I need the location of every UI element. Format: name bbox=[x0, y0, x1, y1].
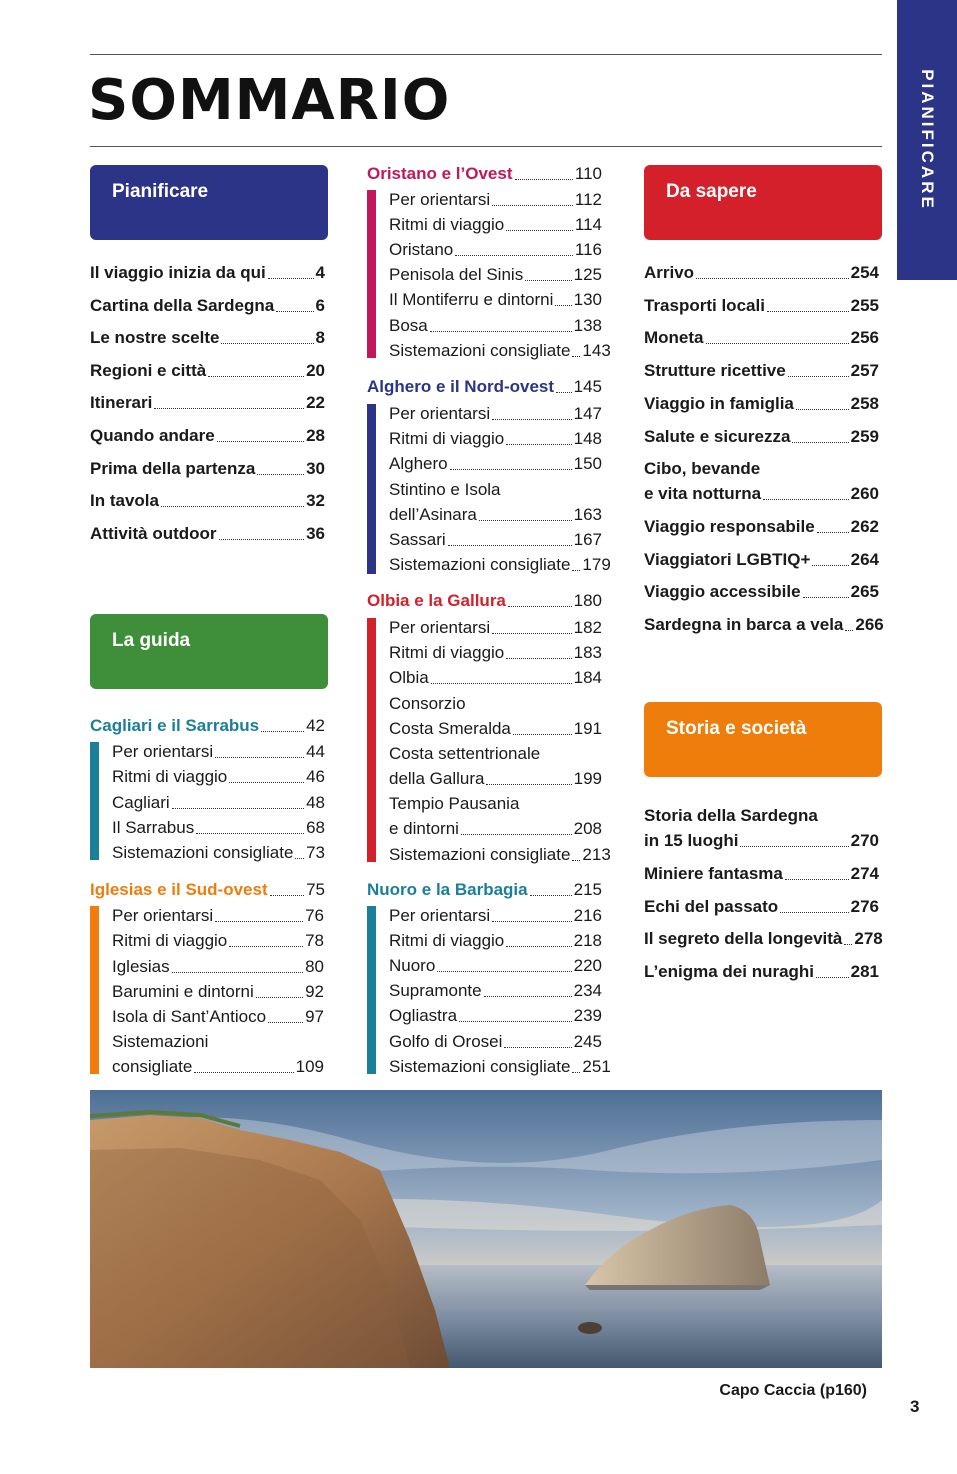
toc-entry[interactable]: Sardegna in barca a vela 266 bbox=[644, 614, 884, 634]
toc-subentry[interactable]: Isola di Sant’Antioco 97 bbox=[112, 1007, 324, 1027]
la-guida-box bbox=[90, 614, 328, 689]
section-alghero-page: 145 bbox=[573, 377, 602, 396]
toc-subentry[interactable]: Il Montiferru e dintorni 130 bbox=[389, 290, 602, 310]
toc-entry[interactable]: Miniere fantasma 274 bbox=[644, 864, 879, 883]
toc-entry[interactable]: Regioni e città 20 bbox=[90, 360, 325, 380]
toc-subentry[interactable]: Nuoro 220 bbox=[389, 956, 602, 976]
storia-first-entry[interactable]: in 15 luoghi 270 bbox=[644, 831, 879, 850]
toc-subentry[interactable]: Ritmi di viaggio 148 bbox=[389, 429, 602, 449]
toc-entry[interactable]: Il viaggio inizia da qui 4 bbox=[90, 263, 325, 282]
oristano-bar bbox=[367, 190, 376, 358]
toc-subentry[interactable]: Sistemazioni consigliate 73 bbox=[112, 843, 325, 863]
alghero-bar bbox=[367, 404, 376, 574]
section-nuoro[interactable] bbox=[367, 878, 602, 902]
da-sapere-box bbox=[644, 165, 882, 240]
section-nuoro-title: Nuoro e la Barbagia bbox=[367, 880, 528, 899]
page-number: 3 bbox=[910, 1397, 920, 1416]
toc-entry[interactable]: Cartina della Sardegna 6 bbox=[90, 295, 325, 315]
toc-subentry[interactable]: Olbia 184 bbox=[389, 668, 602, 688]
section-oristano[interactable] bbox=[367, 162, 602, 186]
section-tab[interactable] bbox=[897, 0, 957, 280]
toc-subentry[interactable]: Per orientarsi 112 bbox=[389, 190, 602, 209]
toc-entry[interactable]: Arrivo 254 bbox=[644, 263, 879, 282]
toc-subentry[interactable]: Iglesias 80 bbox=[112, 956, 324, 976]
toc-entry[interactable]: Viaggiatori LGBTIQ+ 264 bbox=[644, 549, 879, 569]
cibo-line1: Cibo, bevande bbox=[644, 459, 761, 478]
cibo-entry[interactable]: e vita notturna 260 bbox=[644, 484, 879, 503]
toc-subentry[interactable]: Ogliastra 239 bbox=[389, 1006, 602, 1026]
toc-subentry[interactable]: Costa Smeralda 191 bbox=[389, 719, 602, 738]
toc-subentry[interactable]: Oristano 116 bbox=[389, 240, 602, 260]
photo-caption: Capo Caccia (p160) bbox=[719, 1382, 867, 1399]
la-guida-heading: La guida bbox=[112, 630, 191, 651]
olbia-sistemazioni[interactable]: Sistemazioni consigliate 213 bbox=[389, 845, 611, 864]
toc-entry[interactable]: Viaggio accessibile 265 bbox=[644, 582, 879, 602]
toc-subentry[interactable]: e dintorni 208 bbox=[389, 819, 602, 838]
storia-first-line1: Storia della Sardegna bbox=[644, 806, 818, 825]
toc-subentry[interactable]: Per orientarsi 147 bbox=[389, 404, 602, 423]
toc-subentry[interactable]: Per orientarsi 76 bbox=[112, 906, 324, 925]
cagliari-bar bbox=[90, 742, 99, 860]
toc-subentry[interactable]: Barumini e dintorni 92 bbox=[112, 981, 324, 1001]
toc-entry[interactable]: Viaggio in famiglia 258 bbox=[644, 393, 879, 413]
toc-subentry-line1: Costa settentrionale bbox=[389, 744, 541, 763]
section-oristano-title: Oristano e l’Ovest bbox=[367, 164, 513, 183]
toc-subentry[interactable]: Sistemazioni consigliate 143 bbox=[389, 340, 611, 360]
toc-entry[interactable]: Trasporti locali 255 bbox=[644, 295, 879, 315]
toc-entry[interactable]: Prima della partenza 30 bbox=[90, 458, 325, 478]
toc-subentry[interactable]: Cagliari 48 bbox=[112, 792, 325, 812]
section-cagliari[interactable] bbox=[90, 714, 325, 738]
toc-subentry[interactable]: Ritmi di viaggio 218 bbox=[389, 931, 602, 951]
section-iglesias-page: 75 bbox=[306, 880, 325, 899]
toc-entry[interactable]: Echi del passato 276 bbox=[644, 896, 879, 916]
toc-subentry[interactable]: Ritmi di viaggio 46 bbox=[112, 767, 325, 787]
alghero-stintino[interactable]: dell’Asinara 163 bbox=[389, 505, 602, 524]
toc-entry[interactable]: Attività outdoor 36 bbox=[90, 523, 325, 543]
toc-subentry[interactable]: Supramonte 234 bbox=[389, 981, 602, 1001]
iglesias-bar bbox=[90, 906, 99, 1074]
olbia-bar bbox=[367, 618, 376, 862]
toc-entry[interactable]: Quando andare 28 bbox=[90, 426, 325, 445]
toc-subentry[interactable]: della Gallura 199 bbox=[389, 769, 602, 788]
toc-entry[interactable]: Le nostre scelte 8 bbox=[90, 328, 325, 348]
storia-box bbox=[644, 702, 882, 777]
toc-entry[interactable]: Il segreto della longevità 278 bbox=[644, 929, 883, 948]
section-nuoro-page: 215 bbox=[573, 880, 602, 899]
toc-subentry-line1: Tempio Pausania bbox=[389, 794, 520, 813]
da-sapere-heading: Da sapere bbox=[666, 181, 757, 202]
iglesias-sistemazioni[interactable]: consigliate 109 bbox=[112, 1057, 324, 1076]
toc-entry[interactable]: Itinerari 22 bbox=[90, 393, 325, 413]
toc-subentry[interactable]: Ritmi di viaggio 78 bbox=[112, 931, 324, 951]
toc-subentry[interactable]: Sistemazioni consigliate 179 bbox=[389, 555, 611, 575]
section-cagliari-title: Cagliari e il Sarrabus bbox=[90, 716, 260, 735]
toc-subentry[interactable]: Sassari 167 bbox=[389, 530, 602, 549]
storia-heading: Storia e società bbox=[666, 718, 807, 739]
toc-entry[interactable]: Moneta 256 bbox=[644, 328, 879, 348]
toc-subentry[interactable]: Golfo di Orosei 245 bbox=[389, 1031, 602, 1051]
top-rule bbox=[90, 54, 882, 55]
section-tab-label: PIANIFICARE bbox=[918, 69, 937, 211]
toc-subentry[interactable]: Per orientarsi 44 bbox=[112, 742, 325, 761]
section-cagliari-page: 42 bbox=[306, 716, 325, 735]
page-title: SOMMARIO bbox=[88, 68, 451, 133]
toc-subentry[interactable]: Ritmi di viaggio 183 bbox=[389, 643, 602, 663]
section-olbia-title: Olbia e la Gallura bbox=[367, 591, 506, 610]
nuoro-bar bbox=[367, 906, 376, 1074]
alghero-stintino-line1: Stintino e Isola bbox=[389, 480, 501, 499]
section-olbia[interactable] bbox=[367, 589, 602, 613]
landscape-illustration bbox=[90, 1090, 882, 1368]
section-alghero[interactable] bbox=[367, 375, 602, 399]
toc-subentry[interactable]: Per orientarsi 216 bbox=[389, 906, 602, 925]
capo-caccia-photo bbox=[90, 1090, 882, 1368]
toc-entry[interactable]: In tavola 32 bbox=[90, 491, 325, 511]
toc-subentry[interactable]: Sistemazioni consigliate 251 bbox=[389, 1056, 611, 1076]
section-iglesias-title: Iglesias e il Sud-ovest bbox=[90, 880, 268, 899]
iglesias-sistemazioni-line1: Sistemazioni bbox=[112, 1032, 209, 1051]
toc-entry[interactable]: Strutture ricettive 257 bbox=[644, 361, 879, 381]
toc-entry[interactable]: Salute e sicurezza 259 bbox=[644, 426, 879, 446]
section-oristano-page: 110 bbox=[574, 164, 602, 183]
toc-subentry[interactable]: Per orientarsi 182 bbox=[389, 618, 602, 637]
toc-subentry[interactable]: Il Sarrabus 68 bbox=[112, 817, 325, 837]
toc-subentry-line1: Consorzio bbox=[389, 694, 466, 713]
pianificare-box bbox=[90, 165, 328, 240]
toc-entry[interactable]: Viaggio responsabile 262 bbox=[644, 517, 879, 536]
toc-entry[interactable]: L’enigma dei nuraghi 281 bbox=[644, 961, 879, 981]
title-rule bbox=[90, 146, 882, 147]
toc-subentry[interactable]: Alghero 150 bbox=[389, 454, 602, 474]
pianificare-heading: Pianificare bbox=[112, 181, 209, 202]
section-olbia-page: 180 bbox=[573, 591, 602, 610]
section-alghero-title: Alghero e il Nord-ovest bbox=[367, 377, 555, 396]
toc-subentry[interactable]: Penisola del Sinis 125 bbox=[389, 265, 602, 285]
toc-subentry[interactable]: Bosa 138 bbox=[389, 315, 602, 335]
toc-subentry[interactable]: Ritmi di viaggio 114 bbox=[389, 215, 602, 235]
section-iglesias[interactable] bbox=[90, 878, 325, 902]
